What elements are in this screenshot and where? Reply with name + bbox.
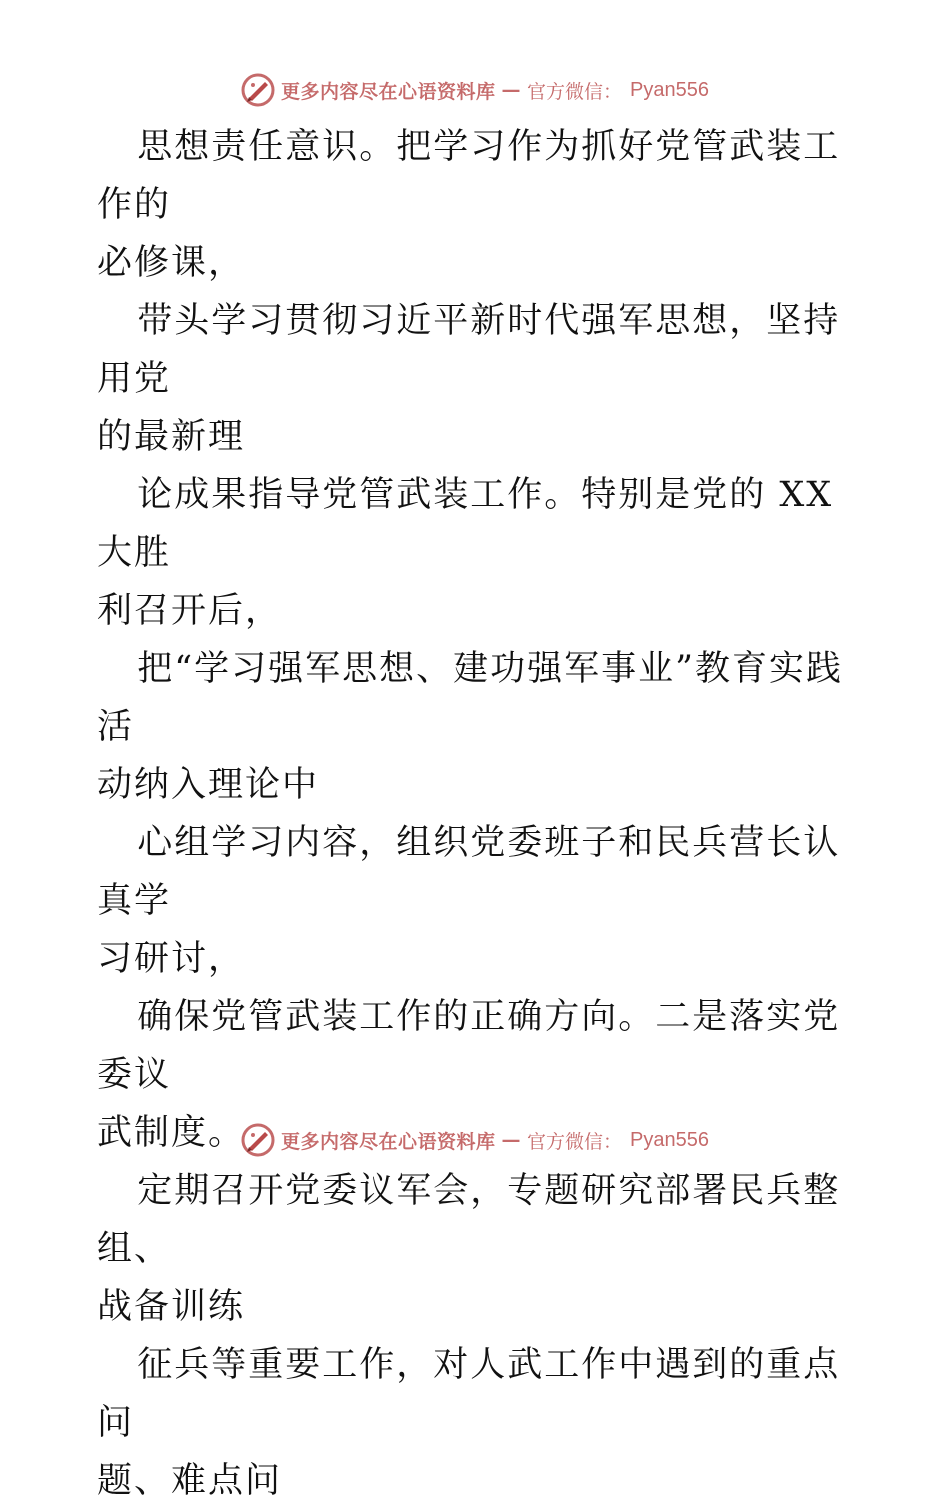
paragraph-line-continued: 战备训练: [97, 1287, 246, 1327]
paragraph-line: 思想责任意识。把学习作为抓好党管武装工作的: [97, 127, 841, 225]
paragraph: [97, 814, 857, 988]
banner-dash: —: [501, 1129, 522, 1151]
paragraph-line: 带头学习贯彻习近平新时代强军思想，坚持用党: [97, 301, 841, 399]
paragraph: [97, 1336, 857, 1510]
paragraph-line-continued: 利召开后，: [97, 591, 283, 631]
wechat-label: 官方微信：: [527, 80, 623, 103]
paragraph: [97, 118, 857, 292]
paragraph-line-continued: 动纳入理论中: [97, 765, 320, 805]
header-banner: [0, 70, 950, 110]
banner-title: 更多内容尽在心语资料库: [281, 80, 496, 103]
footer-banner: [0, 1120, 950, 1160]
quill-logo-icon: [241, 73, 275, 107]
paragraph: [97, 1162, 857, 1336]
paragraph-line-continued: 的最新理: [97, 417, 246, 457]
paragraph-line: 定期召开党委议军会，专题研究部署民兵整组、: [97, 1171, 841, 1269]
paragraph-line: 论成果指导党管武装工作。特别是党的 XX 大胜: [97, 475, 847, 573]
paragraph-line-continued: 题、难点问: [97, 1461, 283, 1501]
paragraph-line-continued: 必修课，: [97, 243, 246, 283]
banner-dash: —: [501, 79, 522, 101]
paragraph-line: 确保党管武装工作的正确方向。二是落实党委议: [97, 997, 841, 1095]
paragraph: [97, 640, 857, 814]
paragraph-line: 把“学习强军思想、建功强军事业”教育实践活: [97, 649, 844, 747]
wechat-id: Pyan556: [630, 1128, 709, 1151]
paragraph-line-continued: 习研讨，: [97, 939, 246, 979]
paragraph: [97, 292, 857, 466]
paragraph-line: 心组学习内容，组织党委班子和民兵营长认真学: [97, 823, 841, 921]
document-body: [97, 118, 857, 1510]
paragraph-line: 征兵等重要工作，对人武工作中遇到的重点问: [97, 1345, 841, 1443]
banner-title: 更多内容尽在心语资料库: [281, 1130, 496, 1153]
paragraph-line-continued: 武制度。: [97, 1113, 246, 1153]
quill-logo-icon: [241, 1123, 275, 1157]
wechat-id: Pyan556: [630, 78, 709, 101]
wechat-label: 官方微信：: [527, 1130, 623, 1153]
paragraph: [97, 466, 857, 640]
